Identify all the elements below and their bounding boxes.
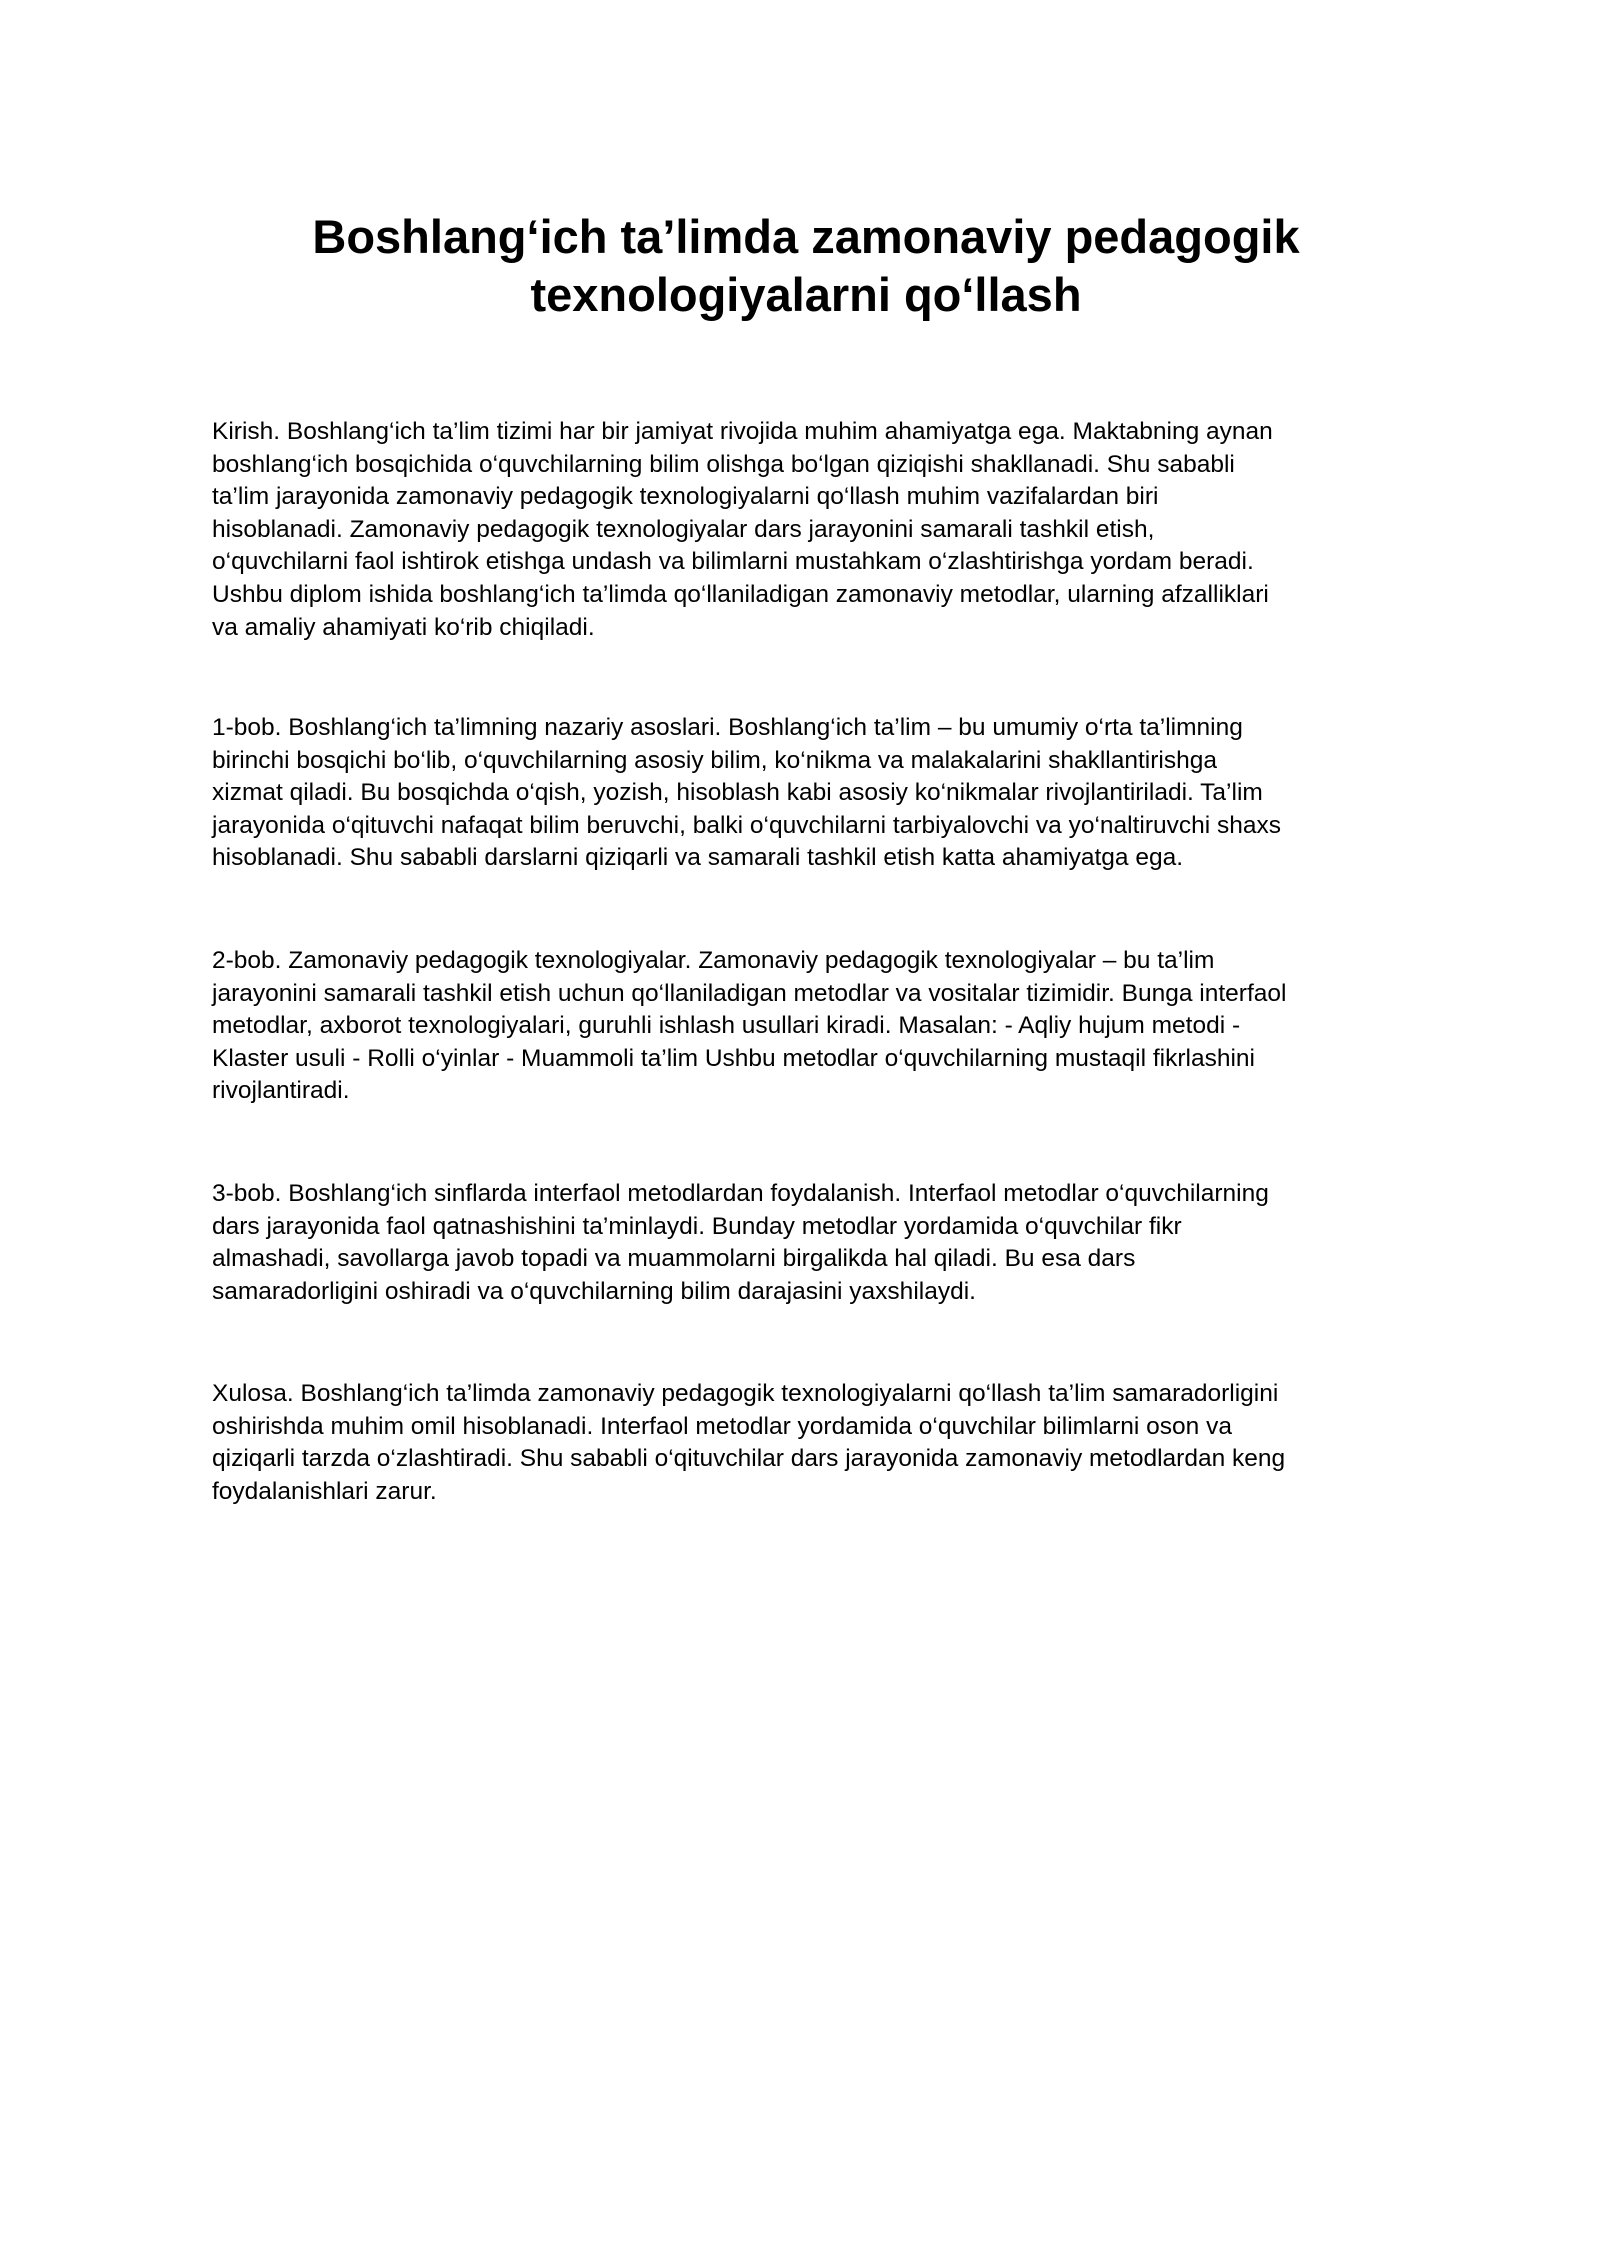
paragraph-line: samaradorligini oshiradi va o‘quvchilarning bilim darajasini yaxshilaydi. — [212, 1277, 976, 1305]
paragraph-line: Xulosa. Boshlang‘ich ta’limda zamonaviy pedagogik texnologiyalarni qo‘llash ta’lim samaradorligini — [212, 1380, 1279, 1407]
paragraph-introduction — [212, 416, 1412, 644]
title-line-1: Boshlang‘ich ta’limda zamonaviy pedagogik — [312, 210, 1300, 263]
paragraph-line: jarayonida o‘qituvchi nafaqat bilim beruvchi, balki o‘quvchilarni tarbiyalovchi va yo‘naltiruvchi shaxs — [212, 811, 1282, 839]
paragraph-line: almashadi, savollarga javob topadi va muammolarni birgalikda hal qiladi. Bu esa dars — [212, 1245, 1136, 1273]
paragraph-line: dars jarayonida faol qatnashishini ta’minlaydi. Bunday metodlar yordamida o‘quvchilar fikr — [212, 1212, 1182, 1240]
paragraph-line: Kirish. Boshlang‘ich ta’lim tizimi har bir jamiyat rivojida muhim ahamiyatga ega. Maktabning aynan — [212, 418, 1273, 445]
paragraph-line: rivojlantiradi. — [212, 1077, 350, 1105]
paragraph-chapter-3 — [212, 1178, 1412, 1308]
paragraph-line: Klaster usuli - Rolli o‘yinlar - Muammoli ta’lim Ushbu metodlar o‘quvchilarning mustaqil fikrlashini — [212, 1044, 1255, 1072]
paragraph-line: 1-bob. Boshlang‘ich ta’limning nazariy asoslari. Boshlang‘ich ta’lim – bu umumiy o‘rta ta’limning — [212, 714, 1243, 741]
paragraph-line: metodlar, axborot texnologiyalari, guruhli ishlash usullari kiradi. Masalan: - Aqliy hujum metodi - — [212, 1012, 1241, 1040]
title-line-2: texnologiyalarni qo‘llash — [530, 268, 1082, 321]
paragraph-chapter-2 — [212, 945, 1412, 1108]
paragraph-line: va amaliy ahamiyati ko‘rib chiqiladi. — [212, 613, 595, 641]
paragraph-line: o‘quvchilarni faol ishtirok etishga undash va bilimlarni mustahkam o‘zlashtirishga yordam beradi. — [212, 548, 1254, 576]
paragraph-line: Ushbu diplom ishida boshlang‘ich ta’limda qo‘llaniladigan zamonaviy metodlar, ularning afzalliklari — [212, 580, 1269, 608]
paragraph-line: hisoblanadi. Shu sababli darslarni qiziqarli va samarali tashkil etish katta ahamiyatga ega. — [212, 844, 1184, 872]
paragraph-line: xizmat qiladi. Bu bosqichda o‘qish, yozish, hisoblash kabi asosiy ko‘nikmalar rivojlantiriladi. Ta’lim — [212, 779, 1263, 807]
paragraph-line: boshlang‘ich bosqichida o‘quvchilarning bilim olishga bo‘lgan qiziqishi shakllanadi. Shu sababli — [212, 450, 1235, 478]
paragraph-line: 3-bob. Boshlang‘ich sinflarda interfaol metodlardan foydalanish. Interfaol metodlar o‘quvchilarning — [212, 1180, 1269, 1207]
paragraph-line: ta’lim jarayonida zamonaviy pedagogik texnologiyalarni qo‘llash muhim vazifalardan biri — [212, 483, 1159, 511]
paragraph-line: hisoblanadi. Zamonaviy pedagogik texnologiyalar dars jarayonini samarali tashkil etish, — [212, 515, 1155, 543]
page-title — [212, 208, 1400, 324]
paragraph-line: oshirishda muhim omil hisoblanadi. Interfaol metodlar yordamida o‘quvchilar bilimlarni oson va — [212, 1412, 1232, 1440]
paragraph-line: foydalanishlari zarur. — [212, 1477, 437, 1505]
paragraph-line: qiziqarli tarzda o‘zlashtiradi. Shu sababli o‘qituvchilar dars jarayonida zamonaviy metodlardan keng — [212, 1445, 1286, 1473]
paragraph-chapter-1 — [212, 712, 1412, 875]
paragraph-conclusion — [212, 1378, 1412, 1508]
paragraph-line: 2-bob. Zamonaviy pedagogik texnologiyalar. Zamonaviy pedagogik texnologiyalar – bu ta’lim — [212, 947, 1215, 974]
paragraph-line: birinchi bosqichi bo‘lib, o‘quvchilarning asosiy bilim, ko‘nikma va malakalarini shakllantirishga — [212, 746, 1217, 774]
paragraph-line: jarayonini samarali tashkil etish uchun qo‘llaniladigan metodlar va vositalar tizimidir. Bunga interfaol — [212, 979, 1287, 1007]
